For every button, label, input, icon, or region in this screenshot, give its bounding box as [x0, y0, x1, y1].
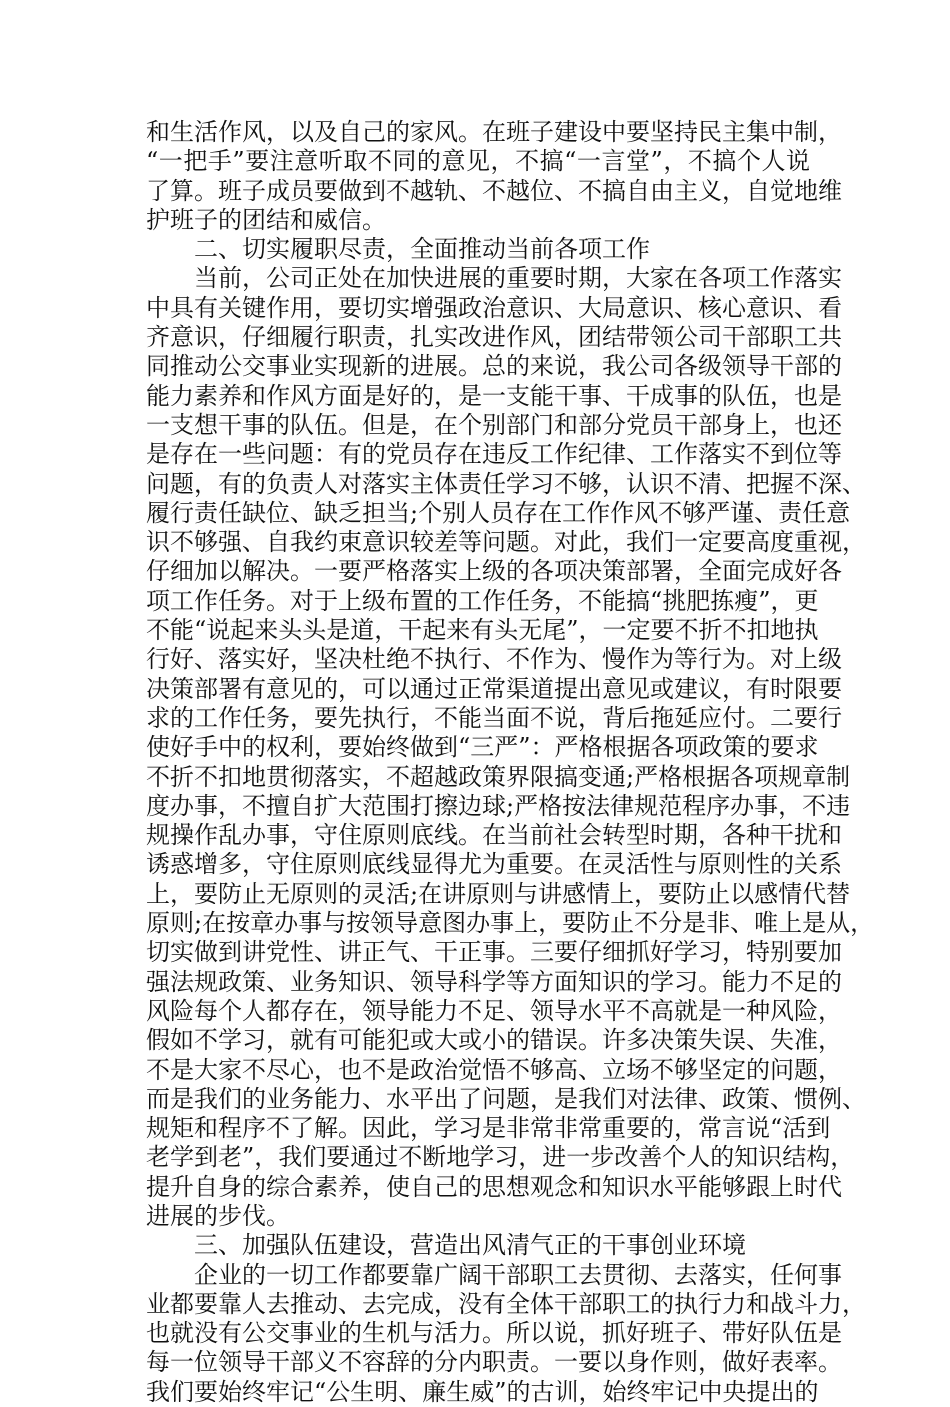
text-line: 假如不学习，就有可能犯或大或小的错误。许多决策失误、失准， [146, 1026, 842, 1055]
text-line: 而是我们的业务能力、水平出了问题，是我们对法律、政策、惯例、 [146, 1084, 866, 1113]
text-line: 当前，公司正处在加快进展的重要时期，大家在各项工作落实 [194, 264, 842, 293]
text-line: 和生活作风，以及自己的家风。在班子建设中要坚持民主集中制， [146, 118, 842, 146]
text-line: “一把手”要注意听取不同的意见，不搞“一言堂”，不搞个人说 [146, 147, 810, 176]
text-line: 企业的一切工作都要靠广阔干部职工去贯彻、去落实，任何事 [194, 1260, 842, 1289]
text-line: 规操作乱办事，守住原则底线。在当前社会转型时期，各种干扰和 [146, 821, 842, 850]
text-line: 同推动公交事业实现新的进展。总的来说，我公司各级领导干部的 [146, 352, 842, 381]
text-line: 进展的步伐。 [146, 1201, 290, 1230]
text-line: 使好手中的权利，要始终做到“三严”：严格根据各项政策的要求 [146, 733, 819, 762]
text-line: 不能“说起来头头是道，干起来有头无尾”，一定要不折不扣地执 [146, 616, 819, 645]
text-line: 是存在一些问题：有的党员存在违反工作纪律、工作落实不到位等 [146, 440, 842, 469]
text-line: 护班子的团结和威信。 [146, 205, 386, 234]
text-line: 切实做到讲党性、讲正气、干正事。三要仔细抓好学习，特别要加 [146, 938, 842, 967]
text-line: 原则;在按章办事与按领导意图办事上，要防止不分是非、唯上是从， [146, 909, 875, 938]
text-line: 老学到老”，我们要通过不断地学习，进一步改善个人的知识结构， [146, 1143, 855, 1172]
text-line: 问题，有的负责人对落实主体责任学习不够，认识不清、把握不深、 [146, 469, 866, 498]
text-line: 项工作任务。对于上级布置的工作任务，不能搞“挑肥拣瘦”，更 [146, 586, 819, 615]
text-line: 风险每个人都存在，领导能力不足、领导水平不高就是一种风险， [146, 996, 842, 1025]
text-line: 求的工作任务，要先执行，不能当面不说，背后拖延应付。二要行 [146, 703, 842, 732]
text-line: 了算。班子成员要做到不越轨、不越位、不搞自由主义，自觉地维 [146, 176, 842, 205]
text-line: 二、切实履职尽责，全面推动当前各项工作 [194, 235, 650, 264]
text-line: 我们要始终牢记“公生明、廉生威”的古训，始终牢记中央提出的 [146, 1377, 819, 1406]
text-line: 能力素养和作风方面是好的，是一支能干事、干成事的队伍，也是 [146, 381, 842, 410]
text-line: 业都要靠人去推动、去完成，没有全体干部职工的执行力和战斗力， [146, 1289, 866, 1318]
text-line: 决策部署有意见的，可以通过正常渠道提出意见或建议，有时限要 [146, 674, 842, 703]
text-line: 每一位领导干部义不容辞的分内职责。一要以身作则，做好表率。 [146, 1348, 842, 1377]
text-line: 行好、落实好，坚决杜绝不执行、不作为、慢作为等行为。对上级 [146, 645, 842, 674]
text-line: 不是大家不尽心，也不是政治觉悟不够高、立场不够坚定的问题， [146, 1055, 842, 1084]
text-line: 识不够强、自我约束意识较差等问题。对此，我们一定要高度重视， [146, 528, 866, 557]
text-line: 也就没有公交事业的生机与活力。所以说，抓好班子、带好队伍是 [146, 1319, 842, 1348]
text-line: 中具有关键作用，要切实增强政治意识、大局意识、核心意识、看 [146, 293, 842, 322]
text-line: 上，要防止无原则的灵活;在讲原则与讲感情上，要防止以感情代替 [146, 879, 851, 908]
text-line: 诱惑增多，守住原则底线显得尤为重要。在灵活性与原则性的关系 [146, 850, 842, 879]
text-line: 仔细加以解决。一要严格落实上级的各项决策部署，全面完成好各 [146, 557, 842, 586]
text-line: 规矩和程序不了解。因此，学习是非常非常重要的，常言说“活到 [146, 1114, 831, 1143]
text-line: 不折不扣地贯彻落实，不超越政策界限搞变通;严格根据各项规章制 [146, 762, 851, 791]
text-line: 履行责任缺位、缺乏担当;个别人员存在工作作风不够严谨、责任意 [146, 498, 851, 527]
text-line: 一支想干事的队伍。但是，在个别部门和部分党员干部身上，也还 [146, 410, 842, 439]
text-line: 提升自身的综合素养，使自己的思想观念和知识水平能够跟上时代 [146, 1172, 842, 1201]
text-line: 度办事，不擅自扩大范围打擦边球;严格按法律规范程序办事，不违 [146, 791, 851, 820]
text-line: 齐意识，仔细履行职责，扎实改进作风，团结带领公司干部职工共 [146, 323, 842, 352]
document-body [146, 118, 875, 1407]
text-line: 强法规政策、业务知识、领导科学等方面知识的学习。能力不足的 [146, 967, 842, 996]
text-line: 三、加强队伍建设，营造出风清气正的干事创业环境 [194, 1231, 746, 1260]
